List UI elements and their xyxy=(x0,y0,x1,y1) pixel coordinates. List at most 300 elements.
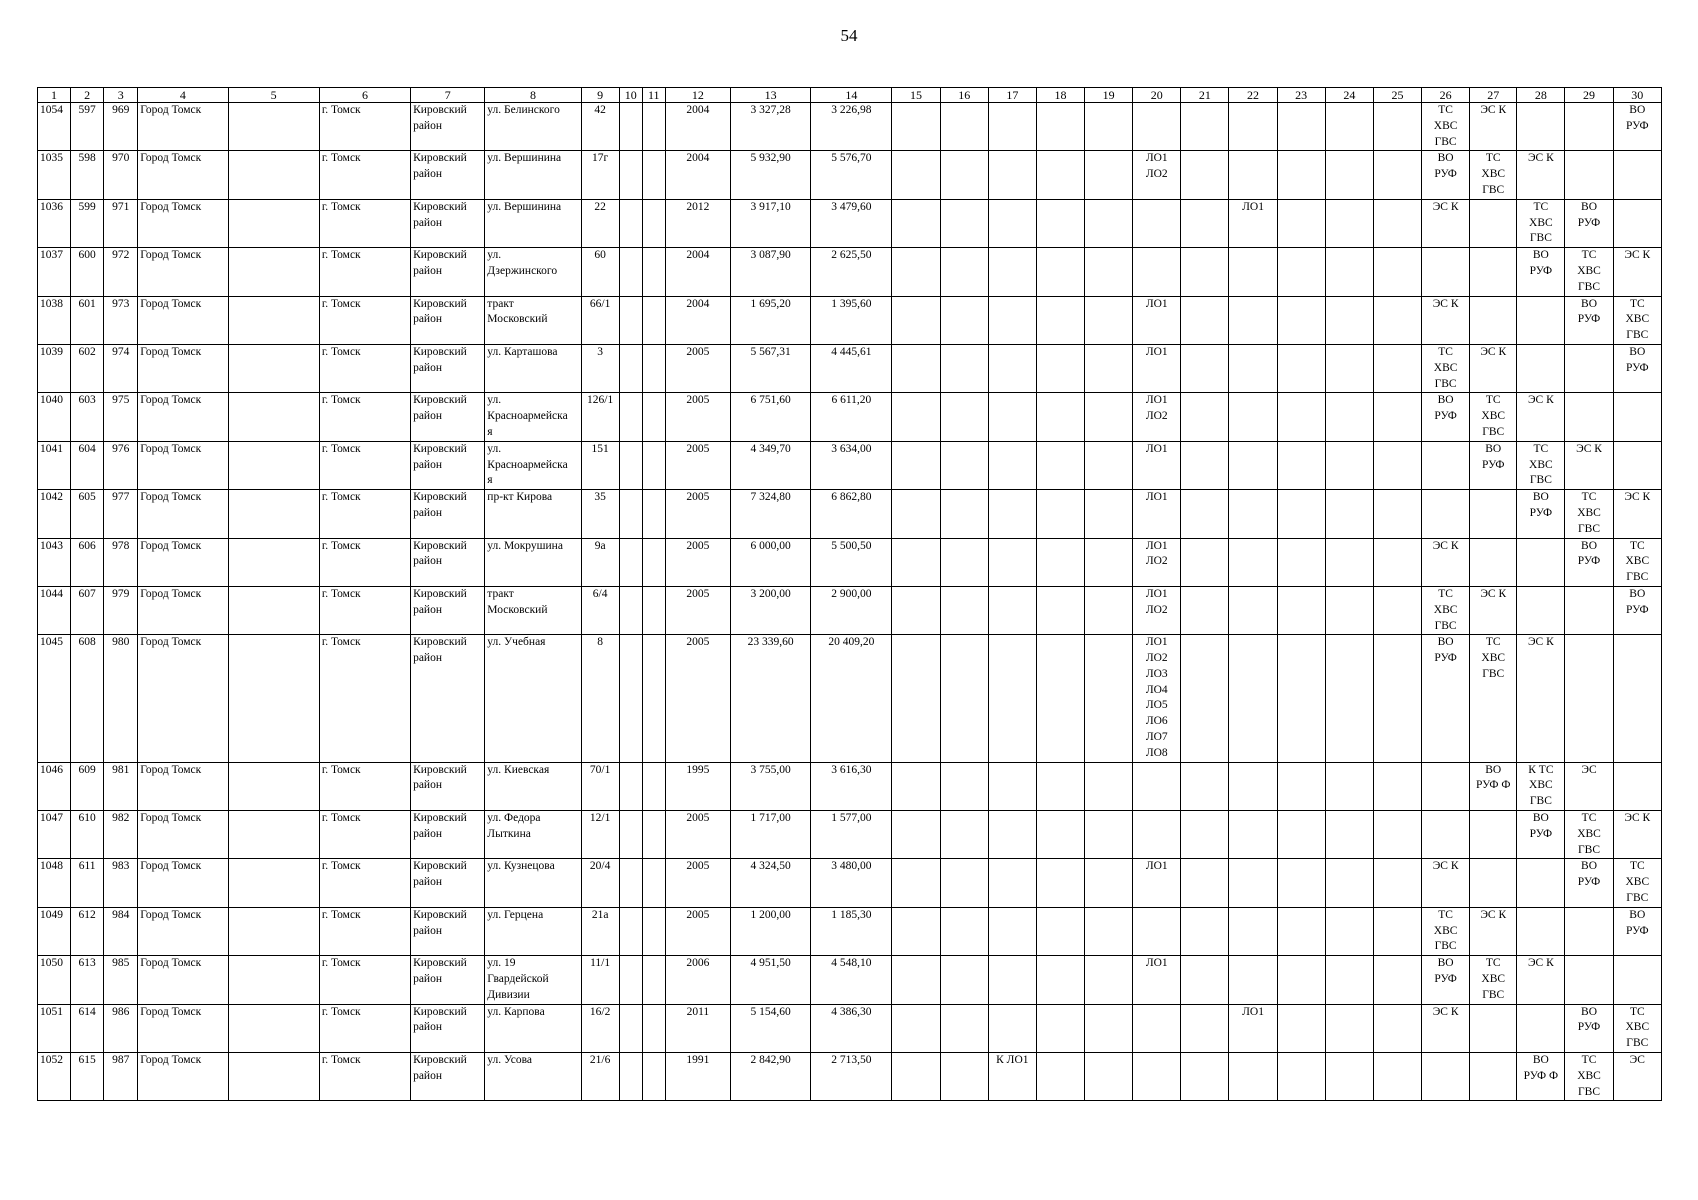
table-cell-c15 xyxy=(892,296,940,344)
table-cell-n3: 986 xyxy=(104,1004,138,1052)
table-cell-c17 xyxy=(988,393,1036,441)
table-cell-c16 xyxy=(940,344,988,392)
table-cell-district: Кировский район xyxy=(411,1053,485,1101)
table-cell-city: г. Томск xyxy=(319,1004,410,1052)
table-cell-area_total: 5 932,90 xyxy=(731,151,811,199)
table-cell-c28: ТС ХВС ГВС xyxy=(1517,199,1565,247)
table-cell-n1: 1051 xyxy=(38,1004,71,1052)
table-cell-c30 xyxy=(1613,635,1661,762)
table-cell-c20: ЛО1 xyxy=(1133,441,1181,489)
table-cell-c23 xyxy=(1277,956,1325,1004)
table-cell-c22 xyxy=(1229,538,1277,586)
table-cell-c10 xyxy=(619,151,642,199)
table-cell-c15 xyxy=(892,1004,940,1052)
table-cell-street: тракт Московский xyxy=(485,296,581,344)
table-cell-district: Кировский район xyxy=(411,586,485,634)
table-cell-c26: ТС ХВС ГВС xyxy=(1422,344,1470,392)
table-cell-c11 xyxy=(642,1053,665,1101)
table-cell-c26: ВО РУФ xyxy=(1422,393,1470,441)
table-cell-c15 xyxy=(892,393,940,441)
table-cell-c16 xyxy=(940,490,988,538)
table-cell-c15 xyxy=(892,956,940,1004)
table-cell-c5 xyxy=(228,907,319,955)
table-cell-c19 xyxy=(1085,103,1133,151)
table-cell-c20: ЛО1 xyxy=(1133,859,1181,907)
table-cell-c18 xyxy=(1036,296,1084,344)
table-cell-house: 8 xyxy=(581,635,619,762)
table-cell-n3: 977 xyxy=(104,490,138,538)
table-cell-year: 2005 xyxy=(665,393,730,441)
table-cell-c21 xyxy=(1181,490,1229,538)
table-cell-area_total: 5 567,31 xyxy=(731,344,811,392)
table-cell-c15 xyxy=(892,490,940,538)
table-cell-name: Город Томск xyxy=(138,393,228,441)
table-cell-c17 xyxy=(988,907,1036,955)
table-cell-c17 xyxy=(988,344,1036,392)
table-cell-n1: 1036 xyxy=(38,199,71,247)
table-cell-c21 xyxy=(1181,586,1229,634)
table-cell-year: 2005 xyxy=(665,859,730,907)
table-cell-street: ул. Карташова xyxy=(485,344,581,392)
table-cell-c27: ТС ХВС ГВС xyxy=(1470,635,1517,762)
table-cell-c20 xyxy=(1133,1053,1181,1101)
table-cell-c27 xyxy=(1470,1053,1517,1101)
table-cell-c17 xyxy=(988,199,1036,247)
table-cell-c28 xyxy=(1517,344,1565,392)
table-cell-district: Кировский район xyxy=(411,635,485,762)
table-cell-street: тракт Московский xyxy=(485,586,581,634)
table-cell-c10 xyxy=(619,199,642,247)
table-cell-city: г. Томск xyxy=(319,248,410,296)
table-cell-year: 2012 xyxy=(665,199,730,247)
table-cell-c26: ЭС К xyxy=(1422,1004,1470,1052)
table-cell-c5 xyxy=(228,762,319,810)
table-cell-n2: 602 xyxy=(71,344,104,392)
table-cell-c30: ЭС К xyxy=(1613,811,1661,859)
table-cell-c25 xyxy=(1373,635,1421,762)
table-cell-house: 16/2 xyxy=(581,1004,619,1052)
table-cell-c18 xyxy=(1036,586,1084,634)
table-cell-c19 xyxy=(1085,762,1133,810)
table-cell-c18 xyxy=(1036,103,1084,151)
column-header: 24 xyxy=(1325,88,1373,103)
table-cell-house: 151 xyxy=(581,441,619,489)
table-cell-house: 9а xyxy=(581,538,619,586)
table-cell-c19 xyxy=(1085,538,1133,586)
table-cell-area_living: 3 634,00 xyxy=(811,441,892,489)
table-cell-c5 xyxy=(228,490,319,538)
table-cell-c26: ВО РУФ xyxy=(1422,635,1470,762)
table-cell-c15 xyxy=(892,859,940,907)
table-cell-c18 xyxy=(1036,635,1084,762)
table-cell-c29: ТС ХВС ГВС xyxy=(1565,248,1613,296)
table-cell-c15 xyxy=(892,811,940,859)
table-cell-name: Город Томск xyxy=(138,441,228,489)
table-cell-c22 xyxy=(1229,103,1277,151)
table-row xyxy=(38,811,1662,859)
column-header: 19 xyxy=(1085,88,1133,103)
table-cell-c29: ВО РУФ xyxy=(1565,538,1613,586)
table-cell-c21 xyxy=(1181,907,1229,955)
table-cell-c24 xyxy=(1325,344,1373,392)
table-cell-area_living: 1 185,30 xyxy=(811,907,892,955)
table-cell-n3: 972 xyxy=(104,248,138,296)
table-cell-n3: 973 xyxy=(104,296,138,344)
table-cell-c23 xyxy=(1277,1053,1325,1101)
column-header: 22 xyxy=(1229,88,1277,103)
table-cell-c10 xyxy=(619,393,642,441)
table-cell-district: Кировский район xyxy=(411,393,485,441)
table-cell-c23 xyxy=(1277,586,1325,634)
table-cell-c11 xyxy=(642,956,665,1004)
table-cell-name: Город Томск xyxy=(138,811,228,859)
table-cell-n2: 598 xyxy=(71,151,104,199)
table-cell-c16 xyxy=(940,907,988,955)
table-cell-year: 2004 xyxy=(665,103,730,151)
table-cell-c23 xyxy=(1277,907,1325,955)
table-row xyxy=(38,199,1662,247)
table-cell-c20: ЛО1 xyxy=(1133,296,1181,344)
table-cell-c18 xyxy=(1036,393,1084,441)
table-cell-c16 xyxy=(940,1004,988,1052)
table-cell-c21 xyxy=(1181,538,1229,586)
table-cell-c5 xyxy=(228,393,319,441)
table-cell-n2: 599 xyxy=(71,199,104,247)
table-cell-c17 xyxy=(988,248,1036,296)
table-cell-c15 xyxy=(892,248,940,296)
table-cell-c16 xyxy=(940,151,988,199)
column-header: 23 xyxy=(1277,88,1325,103)
table-cell-c18 xyxy=(1036,859,1084,907)
table-cell-c18 xyxy=(1036,199,1084,247)
table-cell-c15 xyxy=(892,199,940,247)
table-cell-area_total: 1 695,20 xyxy=(731,296,811,344)
table-cell-c23 xyxy=(1277,248,1325,296)
table-cell-c30: ТС ХВС ГВС xyxy=(1613,859,1661,907)
table-cell-c10 xyxy=(619,586,642,634)
table-cell-city: г. Томск xyxy=(319,907,410,955)
table-cell-c20 xyxy=(1133,248,1181,296)
table-cell-n1: 1052 xyxy=(38,1053,71,1101)
table-cell-n2: 604 xyxy=(71,441,104,489)
table-cell-c23 xyxy=(1277,490,1325,538)
table-cell-district: Кировский район xyxy=(411,199,485,247)
table-cell-c28: ВО РУФ xyxy=(1517,811,1565,859)
table-cell-c5 xyxy=(228,956,319,1004)
table-cell-n3: 980 xyxy=(104,635,138,762)
table-cell-c25 xyxy=(1373,490,1421,538)
table-cell-c10 xyxy=(619,344,642,392)
table-cell-c20: ЛО1 ЛО2 xyxy=(1133,151,1181,199)
column-header: 29 xyxy=(1565,88,1613,103)
table-cell-c10 xyxy=(619,441,642,489)
table-cell-district: Кировский район xyxy=(411,762,485,810)
table-cell-c17: К ЛО1 xyxy=(988,1053,1036,1101)
table-cell-c29: ЭС xyxy=(1565,762,1613,810)
table-cell-c22: ЛО1 xyxy=(1229,199,1277,247)
table-cell-c26 xyxy=(1422,811,1470,859)
table-cell-name: Город Томск xyxy=(138,586,228,634)
table-cell-c18 xyxy=(1036,956,1084,1004)
table-cell-n1: 1041 xyxy=(38,441,71,489)
table-cell-c20: ЛО1 ЛО2 ЛО3 ЛО4 ЛО5 ЛО6 ЛО7 ЛО8 xyxy=(1133,635,1181,762)
column-header: 20 xyxy=(1133,88,1181,103)
table-cell-street: ул. Дзержинского xyxy=(485,248,581,296)
table-cell-c29 xyxy=(1565,907,1613,955)
table-cell-c5 xyxy=(228,1053,319,1101)
table-cell-c26: ВО РУФ xyxy=(1422,956,1470,1004)
table-cell-c21 xyxy=(1181,199,1229,247)
table-cell-c16 xyxy=(940,199,988,247)
table-cell-c27: ВО РУФ xyxy=(1470,441,1517,489)
table-cell-area_living: 5 576,70 xyxy=(811,151,892,199)
table-cell-c19 xyxy=(1085,956,1133,1004)
table-cell-c11 xyxy=(642,907,665,955)
table-cell-c21 xyxy=(1181,248,1229,296)
table-cell-n2: 608 xyxy=(71,635,104,762)
table-row xyxy=(38,859,1662,907)
table-cell-district: Кировский район xyxy=(411,103,485,151)
table-cell-year: 2005 xyxy=(665,635,730,762)
column-header: 3 xyxy=(104,88,138,103)
table-cell-c25 xyxy=(1373,811,1421,859)
table-cell-c18 xyxy=(1036,490,1084,538)
table-cell-area_total: 6 000,00 xyxy=(731,538,811,586)
table-cell-c29 xyxy=(1565,344,1613,392)
table-cell-name: Город Томск xyxy=(138,538,228,586)
table-cell-c5 xyxy=(228,199,319,247)
table-cell-c21 xyxy=(1181,1053,1229,1101)
table-cell-c28 xyxy=(1517,1004,1565,1052)
column-header: 16 xyxy=(940,88,988,103)
table-cell-c5 xyxy=(228,151,319,199)
table-cell-c30: ЭС К xyxy=(1613,248,1661,296)
table-cell-c5 xyxy=(228,538,319,586)
table-cell-c5 xyxy=(228,441,319,489)
table-cell-c18 xyxy=(1036,762,1084,810)
table-cell-area_living: 1 395,60 xyxy=(811,296,892,344)
table-cell-n1: 1043 xyxy=(38,538,71,586)
table-cell-house: 21/6 xyxy=(581,1053,619,1101)
table-cell-c30 xyxy=(1613,441,1661,489)
table-cell-area_living: 5 500,50 xyxy=(811,538,892,586)
table-cell-c22 xyxy=(1229,296,1277,344)
table-cell-name: Город Томск xyxy=(138,859,228,907)
table-cell-name: Город Томск xyxy=(138,907,228,955)
table-cell-c15 xyxy=(892,907,940,955)
table-cell-street: ул. Федора Лыткина xyxy=(485,811,581,859)
table-cell-house: 66/1 xyxy=(581,296,619,344)
table-cell-c15 xyxy=(892,1053,940,1101)
table-cell-n3: 979 xyxy=(104,586,138,634)
table-cell-c27: ЭС К xyxy=(1470,103,1517,151)
table-cell-area_living: 3 480,00 xyxy=(811,859,892,907)
table-cell-c21 xyxy=(1181,393,1229,441)
table-cell-street: ул. Учебная xyxy=(485,635,581,762)
table-cell-n3: 970 xyxy=(104,151,138,199)
table-cell-c24 xyxy=(1325,296,1373,344)
table-cell-c18 xyxy=(1036,538,1084,586)
table-cell-c24 xyxy=(1325,248,1373,296)
table-cell-c26: ЭС К xyxy=(1422,296,1470,344)
table-cell-c17 xyxy=(988,762,1036,810)
table-cell-c17 xyxy=(988,956,1036,1004)
table-cell-city: г. Томск xyxy=(319,538,410,586)
table-cell-n2: 611 xyxy=(71,859,104,907)
table-cell-c22 xyxy=(1229,441,1277,489)
table-cell-c19 xyxy=(1085,199,1133,247)
table-cell-c22 xyxy=(1229,635,1277,762)
table-cell-c5 xyxy=(228,344,319,392)
table-cell-c25 xyxy=(1373,907,1421,955)
table-cell-n2: 603 xyxy=(71,393,104,441)
table-cell-c25 xyxy=(1373,248,1421,296)
table-cell-n1: 1035 xyxy=(38,151,71,199)
table-cell-c24 xyxy=(1325,441,1373,489)
table-cell-year: 2004 xyxy=(665,296,730,344)
table-cell-c28: ВО РУФ xyxy=(1517,490,1565,538)
table-cell-c23 xyxy=(1277,762,1325,810)
table-cell-c15 xyxy=(892,344,940,392)
table-cell-c26: ТС ХВС ГВС xyxy=(1422,907,1470,955)
table-cell-street: ул. Усова xyxy=(485,1053,581,1101)
table-cell-c16 xyxy=(940,103,988,151)
table-cell-c11 xyxy=(642,586,665,634)
table-cell-c19 xyxy=(1085,296,1133,344)
table-cell-n3: 987 xyxy=(104,1053,138,1101)
table-cell-c27: ЭС К xyxy=(1470,907,1517,955)
table-cell-area_living: 4 548,10 xyxy=(811,956,892,1004)
column-header: 14 xyxy=(811,88,892,103)
table-cell-c30 xyxy=(1613,956,1661,1004)
table-cell-c23 xyxy=(1277,344,1325,392)
table-cell-district: Кировский район xyxy=(411,956,485,1004)
table-cell-city: г. Томск xyxy=(319,103,410,151)
table-cell-city: г. Томск xyxy=(319,296,410,344)
table-cell-area_living: 3 479,60 xyxy=(811,199,892,247)
table-cell-house: 35 xyxy=(581,490,619,538)
table-cell-c5 xyxy=(228,859,319,907)
table-cell-c25 xyxy=(1373,151,1421,199)
table-cell-district: Кировский район xyxy=(411,248,485,296)
table-cell-c16 xyxy=(940,859,988,907)
column-header: 25 xyxy=(1373,88,1421,103)
table-cell-c17 xyxy=(988,441,1036,489)
table-cell-area_total: 23 339,60 xyxy=(731,635,811,762)
column-header: 7 xyxy=(411,88,485,103)
table-cell-area_total: 4 324,50 xyxy=(731,859,811,907)
table-cell-c25 xyxy=(1373,1053,1421,1101)
table-cell-c25 xyxy=(1373,859,1421,907)
table-cell-c22 xyxy=(1229,907,1277,955)
table-cell-c29: ВО РУФ xyxy=(1565,199,1613,247)
table-cell-district: Кировский район xyxy=(411,811,485,859)
table-row xyxy=(38,538,1662,586)
table-cell-c27: ЭС К xyxy=(1470,344,1517,392)
column-header: 10 xyxy=(619,88,642,103)
table-cell-c26 xyxy=(1422,1053,1470,1101)
table-cell-year: 2004 xyxy=(665,151,730,199)
column-header: 8 xyxy=(485,88,581,103)
table-cell-city: г. Томск xyxy=(319,199,410,247)
table-cell-c16 xyxy=(940,635,988,762)
table-cell-year: 2005 xyxy=(665,441,730,489)
table-cell-c29: ВО РУФ xyxy=(1565,859,1613,907)
table-cell-c29 xyxy=(1565,393,1613,441)
table-cell-c28: ЭС К xyxy=(1517,635,1565,762)
table-row xyxy=(38,248,1662,296)
table-cell-street: ул. Красноармейска я xyxy=(485,393,581,441)
table-cell-c29 xyxy=(1565,103,1613,151)
table-cell-c5 xyxy=(228,296,319,344)
table-cell-c10 xyxy=(619,248,642,296)
table-cell-area_total: 3 087,90 xyxy=(731,248,811,296)
table-cell-name: Город Томск xyxy=(138,103,228,151)
table-cell-area_living: 2 625,50 xyxy=(811,248,892,296)
table-cell-area_total: 5 154,60 xyxy=(731,1004,811,1052)
table-cell-area_total: 2 842,90 xyxy=(731,1053,811,1101)
table-cell-c24 xyxy=(1325,103,1373,151)
table-cell-c28 xyxy=(1517,907,1565,955)
table-cell-c30: ЭС К xyxy=(1613,490,1661,538)
column-header: 1 xyxy=(38,88,71,103)
table-cell-c10 xyxy=(619,635,642,762)
table-cell-c18 xyxy=(1036,248,1084,296)
table-row xyxy=(38,762,1662,810)
table-cell-c24 xyxy=(1325,490,1373,538)
table-cell-c5 xyxy=(228,248,319,296)
table-cell-c24 xyxy=(1325,538,1373,586)
table-cell-c5 xyxy=(228,635,319,762)
table-cell-c27: ВО РУФ Ф xyxy=(1470,762,1517,810)
table-cell-c24 xyxy=(1325,811,1373,859)
table-cell-c17 xyxy=(988,103,1036,151)
table-cell-c26: ЭС К xyxy=(1422,199,1470,247)
table-cell-c27 xyxy=(1470,811,1517,859)
table-cell-c26: ВО РУФ xyxy=(1422,151,1470,199)
table-cell-c16 xyxy=(940,248,988,296)
table-cell-year: 2005 xyxy=(665,344,730,392)
table-cell-name: Город Томск xyxy=(138,762,228,810)
table-cell-n3: 982 xyxy=(104,811,138,859)
column-header: 2 xyxy=(71,88,104,103)
table-cell-c19 xyxy=(1085,907,1133,955)
table-cell-c19 xyxy=(1085,441,1133,489)
table-row xyxy=(38,586,1662,634)
table-cell-c24 xyxy=(1325,635,1373,762)
table-cell-c20: ЛО1 ЛО2 xyxy=(1133,538,1181,586)
table-cell-c15 xyxy=(892,538,940,586)
table-cell-c11 xyxy=(642,199,665,247)
table-cell-house: 3 xyxy=(581,344,619,392)
column-header: 13 xyxy=(731,88,811,103)
table-cell-n3: 981 xyxy=(104,762,138,810)
column-header: 17 xyxy=(988,88,1036,103)
table-cell-city: г. Томск xyxy=(319,344,410,392)
table-cell-n3: 975 xyxy=(104,393,138,441)
table-cell-c11 xyxy=(642,538,665,586)
table-cell-street: ул. Кузнецова xyxy=(485,859,581,907)
table-cell-c28 xyxy=(1517,538,1565,586)
table-cell-name: Город Томск xyxy=(138,956,228,1004)
table-cell-n2: 607 xyxy=(71,586,104,634)
table-cell-n3: 971 xyxy=(104,199,138,247)
table-cell-c11 xyxy=(642,490,665,538)
table-cell-street: ул. Карпова xyxy=(485,1004,581,1052)
table-cell-c21 xyxy=(1181,103,1229,151)
table-cell-district: Кировский район xyxy=(411,1004,485,1052)
table-cell-c11 xyxy=(642,1004,665,1052)
